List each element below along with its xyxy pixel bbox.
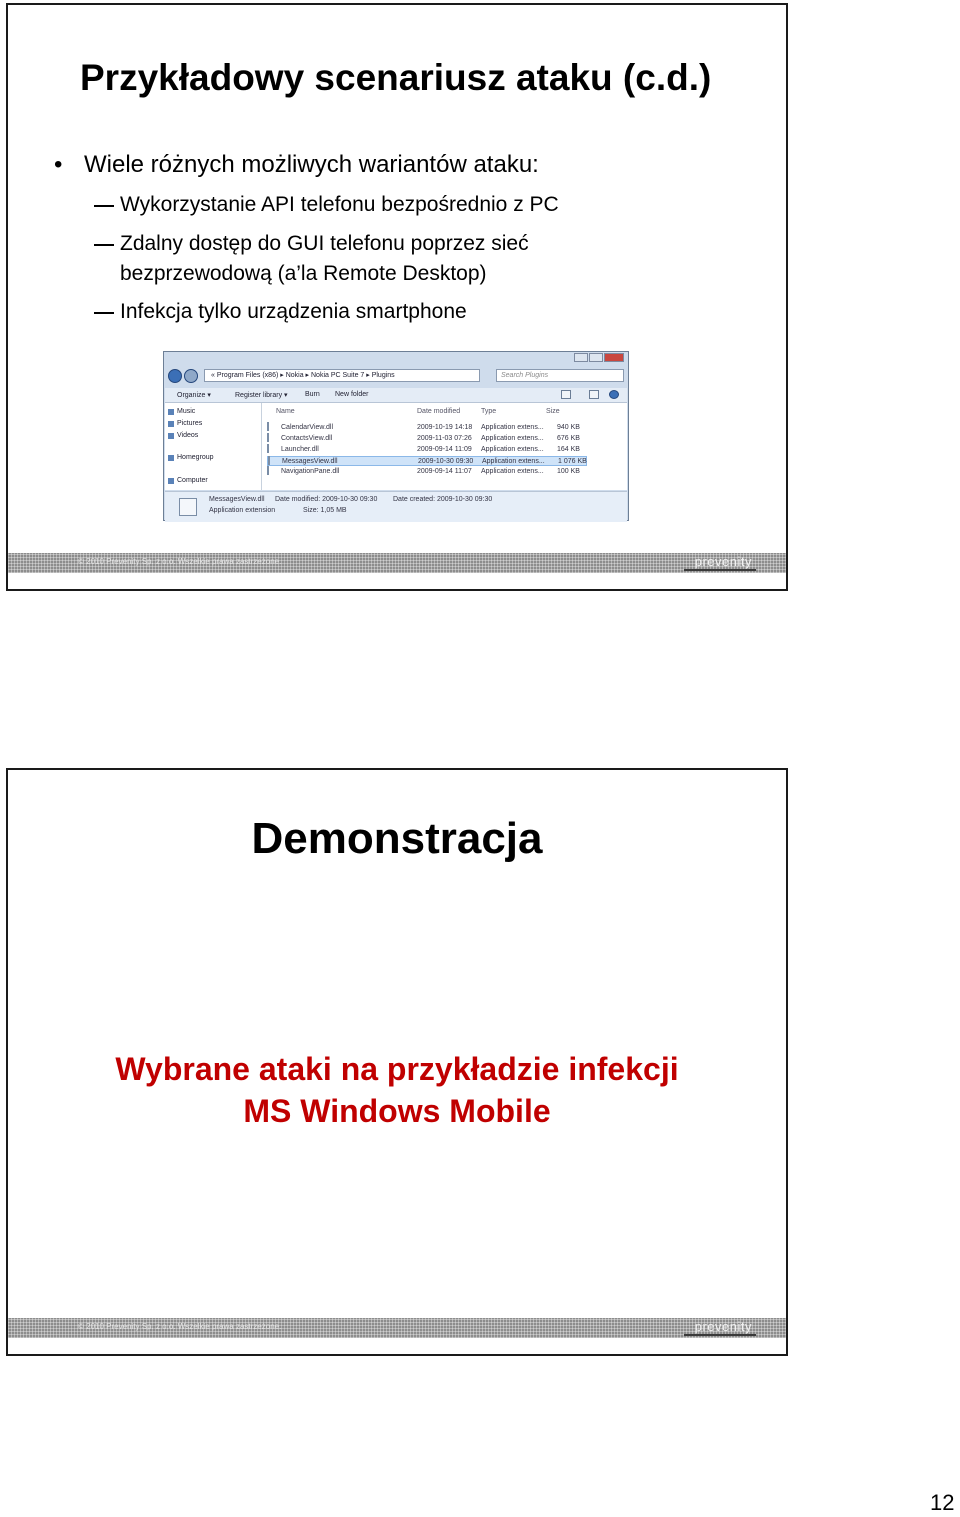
footer-copyright: © 2010 Prevenity Sp. z o.o. Wszelkie prawa zastrzeżone. xyxy=(78,1322,282,1331)
videos-icon xyxy=(168,433,174,439)
dll-file-large-icon xyxy=(179,498,197,516)
toolbar-burn: Burn xyxy=(305,391,320,398)
dll-file-icon xyxy=(268,456,270,465)
footer-copyright: © 2010 Prevenity Sp. z o.o. Wszelkie prawa zastrzeżone. xyxy=(78,557,282,566)
file-row: CalendarView.dll 2009-10-19 14:18 Application extens... 940 KB xyxy=(267,423,587,433)
music-icon xyxy=(168,409,174,415)
nav-item-computer: Computer xyxy=(177,477,208,484)
sub-item-text: Infekcja tylko urządzenia smartphone xyxy=(120,300,467,323)
sub-item-text: bezprzewodową (a’la Remote Desktop) xyxy=(120,262,487,285)
file-row-selected: MessagesView.dll 2009-10-30 09:30 Application extens... 1 076 KB xyxy=(267,456,587,466)
search-box: Search Plugins xyxy=(496,369,624,382)
address-row xyxy=(168,368,624,384)
navigation-pane xyxy=(165,403,262,490)
details-size: Size: 1,05 MB xyxy=(303,507,347,514)
maximize-icon xyxy=(589,353,603,362)
toolbar-organize: Organize ▾ xyxy=(177,392,211,399)
explorer-window-screenshot xyxy=(163,351,629,521)
nav-item-music: Music xyxy=(177,408,195,415)
help-icon xyxy=(609,390,619,399)
details-pane xyxy=(165,491,627,522)
bullet-text: Wiele różnych możliwych wariantów ataku: xyxy=(84,151,539,178)
pictures-icon xyxy=(168,421,174,427)
minimize-icon xyxy=(574,353,588,362)
nav-item-pictures: Pictures xyxy=(177,420,202,427)
slide-subtitle: Wybrane ataki na przykładzie infekcji xyxy=(115,1051,679,1087)
slide-footer xyxy=(8,553,786,573)
details-modified: Date modified: 2009-10-30 09:30 xyxy=(275,496,378,503)
slide-title: Demonstracja xyxy=(251,814,543,863)
address-bar: « Program Files (x86) ▸ Nokia ▸ Nokia PC Suite 7 ▸ Plugins xyxy=(204,369,480,382)
nav-item-videos: Videos xyxy=(177,432,198,439)
slide-attack-scenario xyxy=(6,3,788,591)
details-name: MessagesView.dll xyxy=(209,496,265,503)
homegroup-icon xyxy=(168,455,174,461)
sub-item-text: Wykorzystanie API telefonu bezpośrednio z PC xyxy=(120,193,559,216)
close-icon xyxy=(604,353,624,362)
column-date: Date modified xyxy=(417,408,461,415)
dll-file-icon xyxy=(267,422,269,431)
dash-icon xyxy=(94,244,114,246)
dash-icon xyxy=(94,205,114,207)
window-controls xyxy=(574,353,624,363)
toolbar-register-library: Register library ▾ xyxy=(235,392,288,399)
slide-subtitle: MS Windows Mobile xyxy=(243,1093,551,1129)
forward-icon xyxy=(184,369,198,383)
column-name: Name xyxy=(276,408,295,415)
dash-icon xyxy=(94,312,114,314)
logo-underline xyxy=(684,1334,756,1336)
view-options-icon xyxy=(561,390,571,399)
column-type: Type xyxy=(481,408,497,415)
slide-title: Przykładowy scenariusz ataku (c.d.) xyxy=(80,57,712,98)
toolbar-new-folder: New folder xyxy=(335,391,369,398)
bullet-dot-icon: • xyxy=(54,151,63,178)
column-size: Size xyxy=(546,408,560,415)
explorer-toolbar xyxy=(165,388,627,403)
back-icon xyxy=(168,369,182,383)
file-row: ContactsView.dll 2009-11-03 07:26 Application extens... 676 KB xyxy=(267,434,587,444)
footer-logo: prevenity xyxy=(694,1319,752,1334)
footer-logo: prevenity xyxy=(694,554,752,569)
slide-footer xyxy=(8,1318,786,1338)
file-row: Launcher.dll 2009-09-14 11:09 Application extens... 164 KB xyxy=(267,445,587,455)
logo-underline xyxy=(684,569,756,571)
page-number: 12 xyxy=(930,1490,955,1515)
computer-icon xyxy=(168,478,174,484)
dll-file-icon xyxy=(267,433,269,442)
nav-item-homegroup: Homegroup xyxy=(177,454,214,461)
slide-demonstration xyxy=(6,768,788,1356)
dll-file-icon xyxy=(267,444,269,453)
file-row: NavigationPane.dll 2009-09-14 11:07 Application extens... 100 KB xyxy=(267,467,587,477)
file-list xyxy=(262,403,627,490)
sub-item-text: Zdalny dostęp do GUI telefonu poprzez sieć xyxy=(120,232,529,255)
details-created: Date created: 2009-10-30 09:30 xyxy=(393,496,493,503)
details-kind: Application extension xyxy=(209,507,276,514)
dll-file-icon xyxy=(267,466,269,475)
preview-pane-icon xyxy=(589,390,599,399)
